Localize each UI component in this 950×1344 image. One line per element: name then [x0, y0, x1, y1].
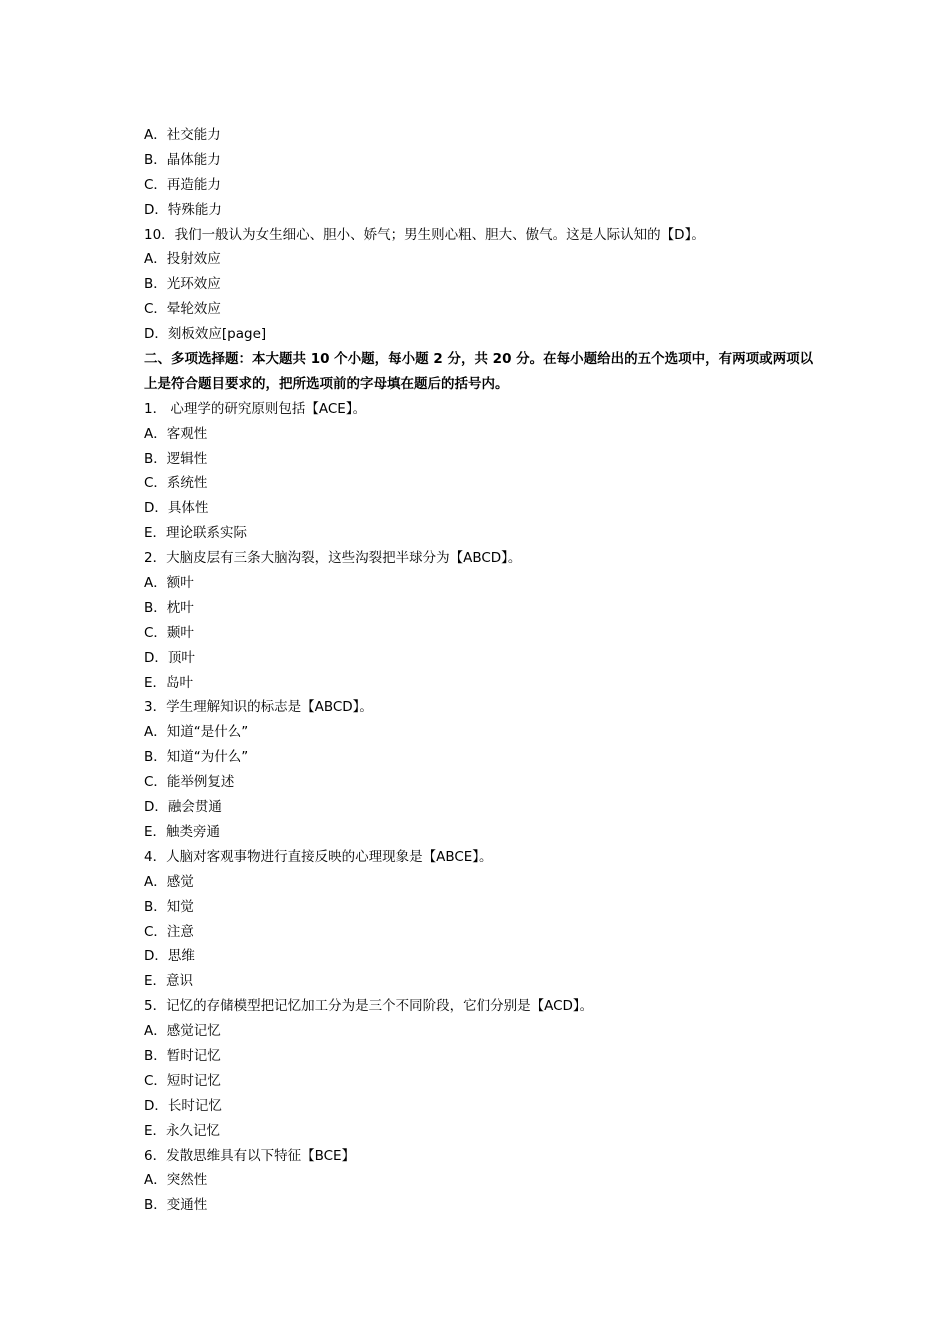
section-heading-continued: 上是符合题目要求的，把所选项前的字母填在题后的括号内。	[144, 375, 509, 392]
option-line: D．特殊能力	[144, 201, 222, 218]
option-line: B．变通性	[144, 1197, 208, 1214]
option-line: A．客观性	[144, 425, 208, 442]
option-line: A．感觉记忆	[144, 1023, 221, 1040]
option-line: A．感觉	[144, 873, 194, 890]
option-line: B．枕叶	[144, 599, 194, 616]
option-line: A．突然性	[144, 1172, 208, 1189]
option-line: D．长时记忆	[144, 1097, 222, 1114]
question-line: 4．人脑对客观事物进行直接反映的心理现象是【ABCE】。	[144, 848, 493, 865]
question-line: 6．发散思维具有以下特征【BCE】	[144, 1147, 356, 1164]
question-line: 5．记忆的存储模型把记忆加工分为是三个不同阶段，它们分别是【ACD】。	[144, 998, 594, 1015]
option-line: E．意识	[144, 973, 194, 990]
option-line: A．社交能力	[144, 127, 221, 143]
option-line: A．投射效应	[144, 251, 221, 268]
option-line: B．知道“为什么”	[144, 749, 249, 766]
option-line: C．颞叶	[144, 624, 194, 641]
option-line: D．思维	[144, 948, 195, 965]
option-line: B．逻辑性	[144, 450, 208, 467]
option-line: C．系统性	[144, 475, 208, 492]
option-line: C．短时记忆	[144, 1072, 221, 1089]
option-line: D．刻板效应[page]	[144, 326, 267, 343]
option-line: D．融会贯通	[144, 799, 222, 816]
option-line: E．永久记忆	[144, 1122, 221, 1139]
option-line: B．知觉	[144, 898, 194, 915]
option-line: C．再造能力	[144, 176, 221, 193]
option-line: B．晶体能力	[144, 151, 221, 168]
question-line: 10．我们一般认为女生细心、胆小、娇气；男生则心粗、胆大、傲气。这是人际认知的【D】。	[144, 226, 705, 243]
option-line: C．能举例复述	[144, 774, 235, 791]
document-page	[144, 123, 824, 1218]
option-line: D．具体性	[144, 500, 209, 517]
option-line: B．暂时记忆	[144, 1047, 221, 1064]
option-line: A．知道“是什么”	[144, 724, 249, 741]
question-line: 1． 心理学的研究原则包括【ACE】。	[144, 400, 367, 417]
option-line: B．光环效应	[144, 276, 221, 293]
option-line: C．晕轮效应	[144, 301, 221, 318]
question-line: 3．学生理解知识的标志是【ABCD】。	[144, 699, 373, 716]
option-line: E．岛叶	[144, 674, 194, 691]
option-line: E．触类旁通	[144, 823, 221, 840]
option-line: E．理论联系实际	[144, 525, 248, 542]
option-line: C．注意	[144, 923, 194, 940]
question-line: 2．大脑皮层有三条大脑沟裂，这些沟裂把半球分为【ABCD】。	[144, 550, 522, 567]
section-heading: 二、多项选择题：本大题共 10 个小题，每小题 2 分，共 20 分。在每小题给出的五个选项中，有两项或两项以	[144, 351, 814, 368]
option-line: A．额叶	[144, 575, 194, 592]
option-line: D．顶叶	[144, 649, 195, 666]
